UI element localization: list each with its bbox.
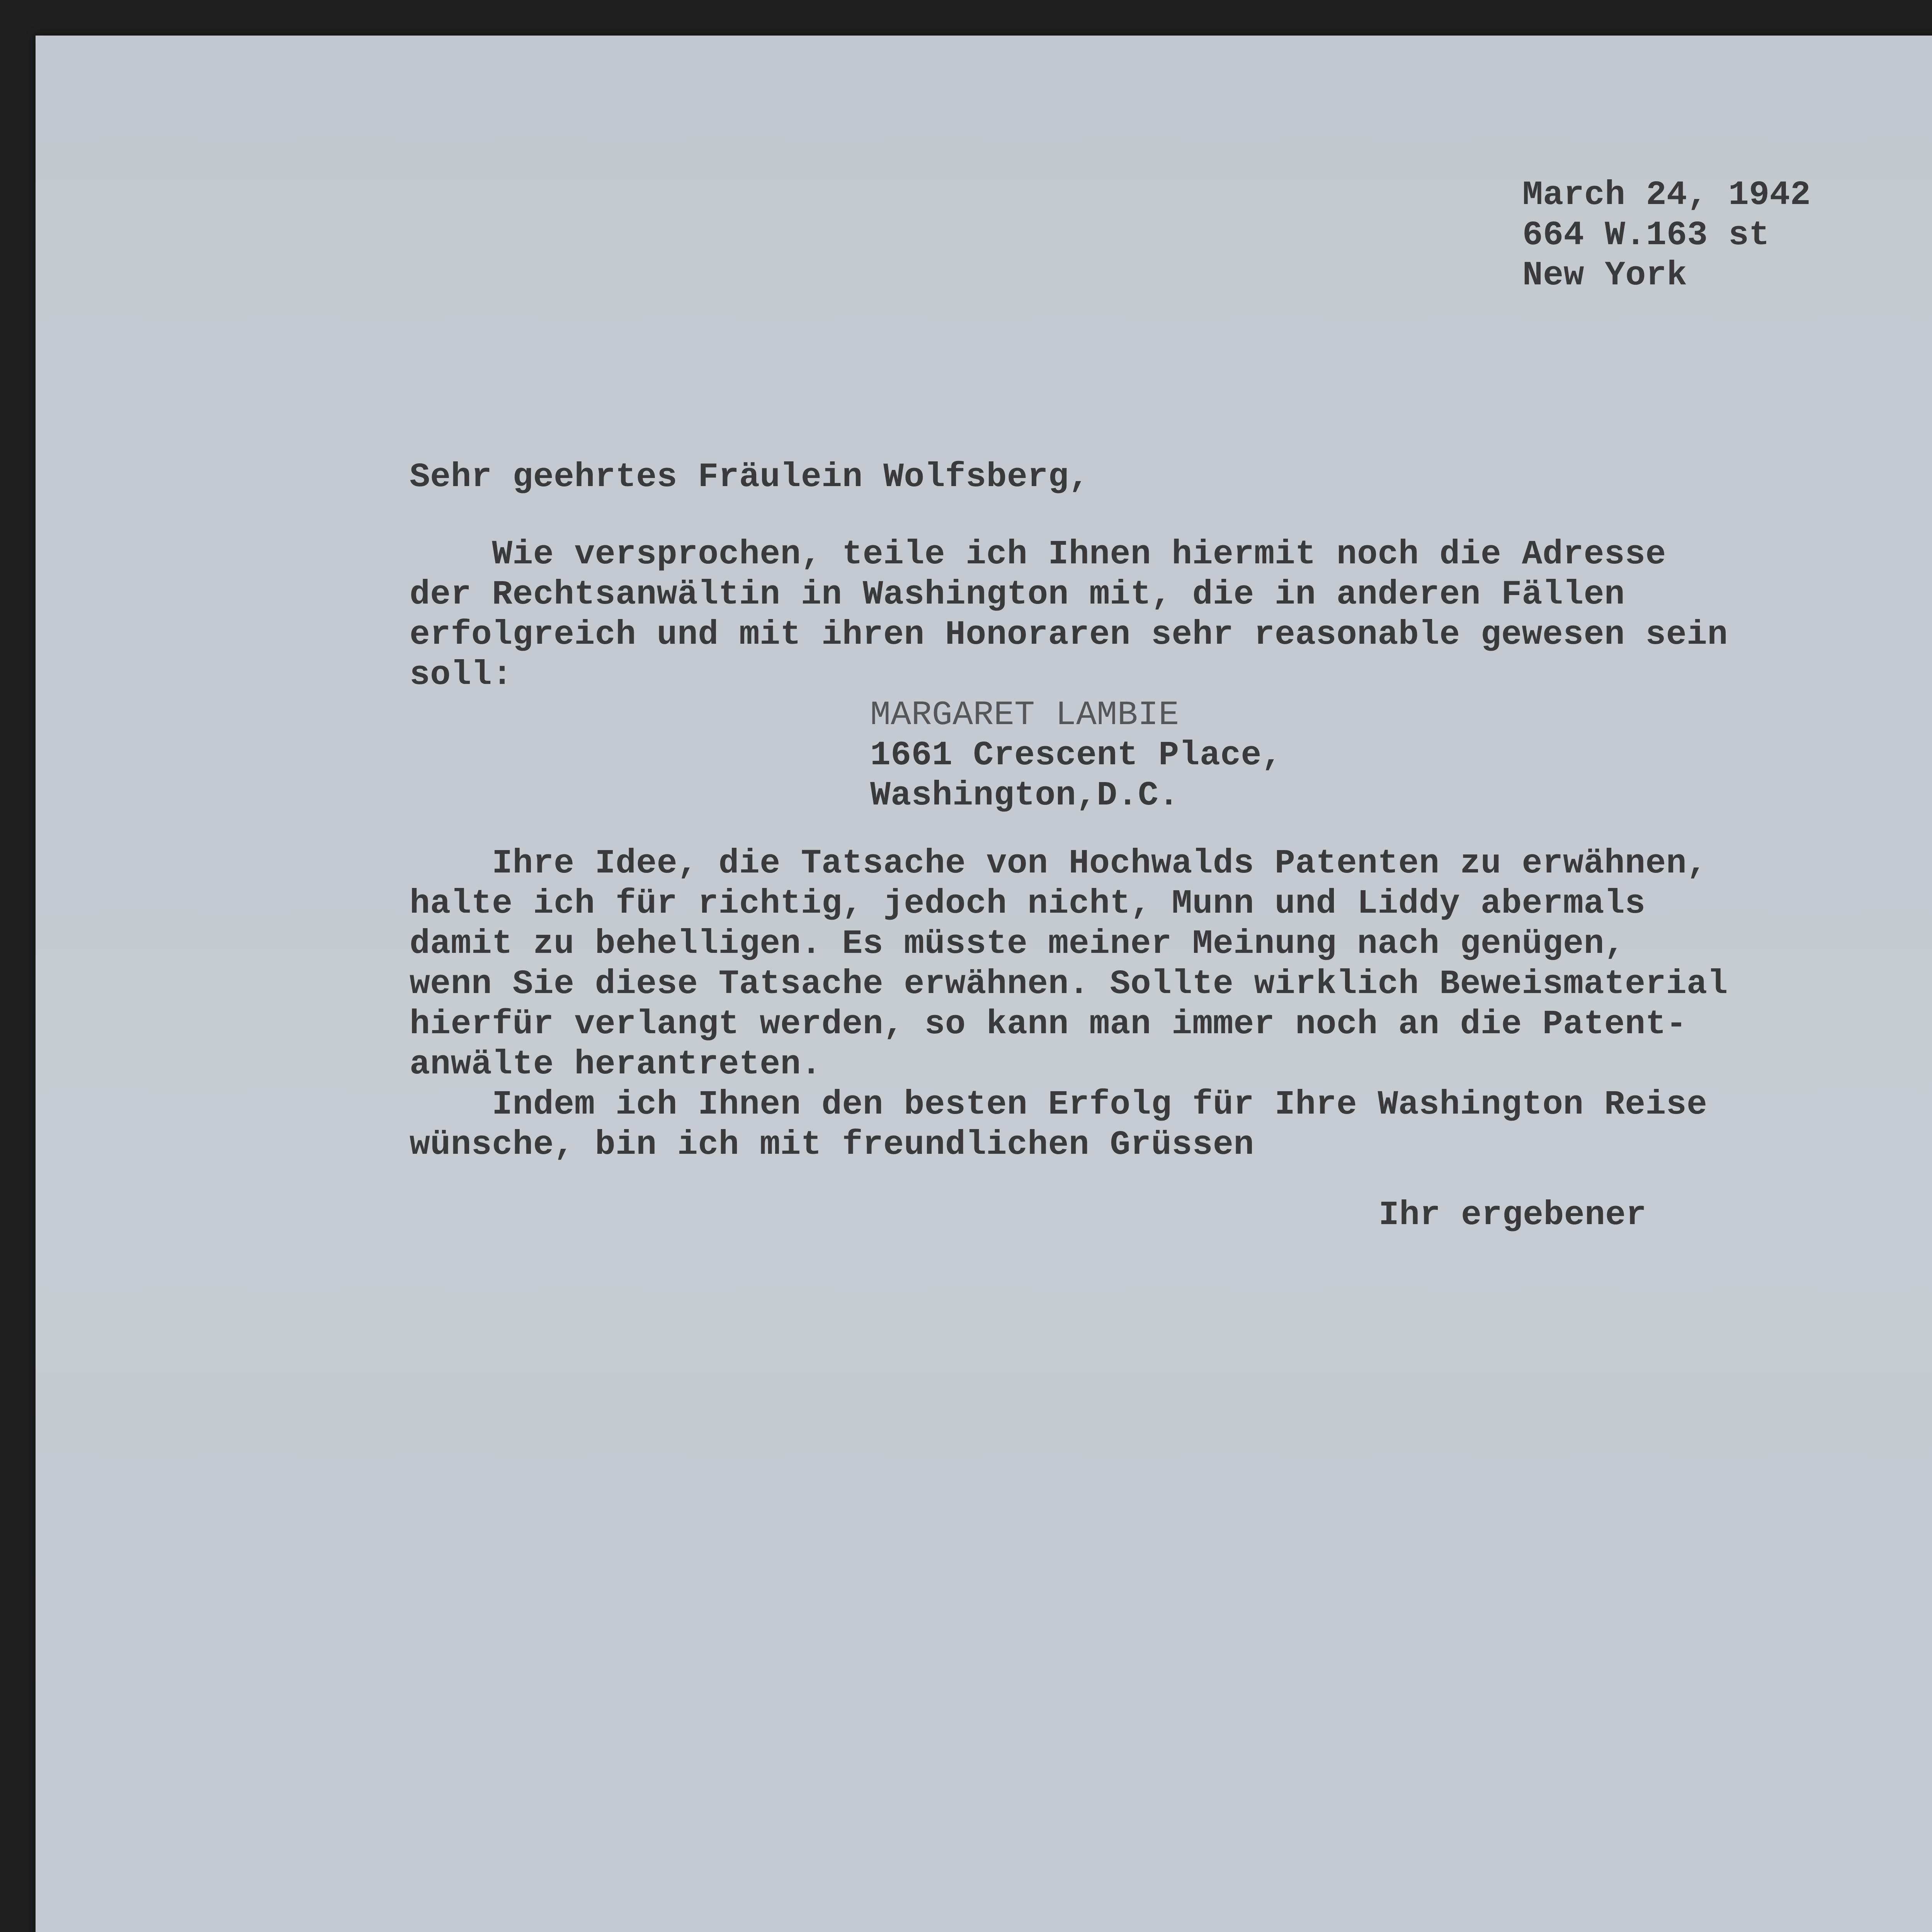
paragraph-2-line-3: damit zu behelligen. Es müsste meiner Meinung nach genügen, <box>410 925 1625 963</box>
letter-page <box>36 36 1932 1932</box>
paragraph-2-line-1: Ihre Idee, die Tatsache von Hochwalds Patenten zu erwähnen, <box>410 845 1708 883</box>
closing: Ihr ergebener <box>1379 1196 1647 1235</box>
sender-street: 664 W.163 st <box>1522 216 1770 255</box>
salutation: Sehr geehrtes Fräulein Wolfsberg, <box>410 458 1090 497</box>
recipient-lawyer-street: 1661 Crescent Place, <box>870 736 1282 775</box>
paragraph-3-line-1: Indem ich Ihnen den besten Erfolg für Ihre Washington Reise <box>410 1086 1708 1124</box>
sender-city: New York <box>1522 257 1687 295</box>
paragraph-1-line-3: erfolgreich und mit ihren Honoraren sehr reasonable gewesen sein <box>410 616 1728 654</box>
letter-date: March 24, 1942 <box>1522 176 1811 214</box>
paragraph-3-line-2: wünsche, bin ich mit freundlichen Grüssen <box>410 1126 1254 1164</box>
paragraph-2-line-5: hierfür verlangt werden, so kann man immer noch an die Patent- <box>410 1005 1687 1044</box>
paragraph-2-line-6: anwälte herantreten. <box>410 1046 822 1084</box>
paragraph-1-line-1: Wie versprochen, teile ich Ihnen hiermit noch die Adresse <box>410 536 1666 574</box>
recipient-lawyer-city: Washington,D.C. <box>870 777 1179 815</box>
paragraph-2-line-2: halte ich für richtig, jedoch nicht, Munn und Liddy abermals <box>410 885 1646 923</box>
paragraph-1-line-4: soll: <box>410 656 513 694</box>
paragraph-1-line-2: der Rechtsanwältin in Washington mit, die in anderen Fällen <box>410 576 1625 614</box>
paragraph-2-line-4: wenn Sie diese Tatsache erwähnen. Sollte wirklich Beweismaterial <box>410 965 1728 1003</box>
recipient-lawyer-name: MARGARET LAMBIE <box>870 696 1179 735</box>
